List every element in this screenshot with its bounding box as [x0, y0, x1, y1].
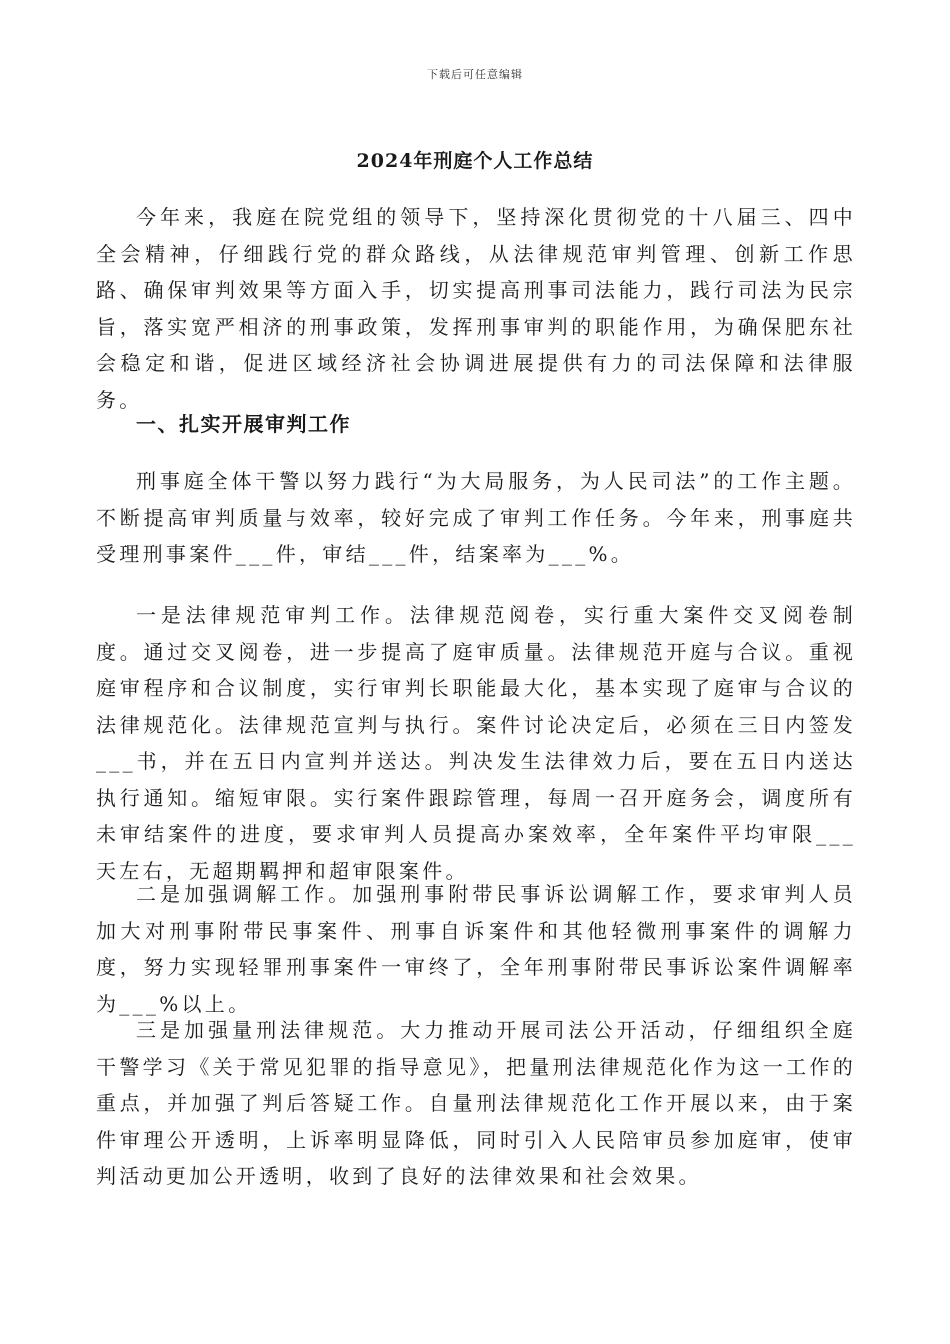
download-note: 下载后可任意编辑 — [427, 68, 523, 81]
intro-paragraph — [96, 199, 856, 418]
paragraph-text: 二是加强调解工作。加强刑事附带民事诉讼调解工作，要求审判人员加大对刑事附带民事案件、刑事自诉案件和其他轻微刑事案件的调解力度，努力实现轻罪刑事案件一审终了，全年刑事附带民事诉讼案件调解率为___%以上。 — [96, 882, 856, 1016]
body-paragraph-2 — [96, 597, 856, 889]
body-paragraph-4 — [96, 1012, 856, 1195]
body-paragraph-3 — [96, 876, 856, 1022]
section-heading-block — [96, 406, 856, 443]
paragraph-text: 刑事庭全体干警以努力践行“为大局服务，为人民司法”的工作主题。不断提高审判质量与效率，较好完成了审判工作任务。今年来，刑事庭共受理刑事案件___件，审结___件，结案率为___%。 — [96, 469, 856, 566]
paragraph-text: 一是法律规范审判工作。法律规范阅卷，实行重大案件交叉阅卷制度。通过交叉阅卷，进一步提高了庭审质量。法律规范开庭与合议。重视庭审程序和合议制度，实行审判长职能最大化，基本实现了庭审与合议的法律规范化。法律规范宣判与执行。案件讨论决定后，必须在三日内签发___书，并在五日内宣判并送达。判决发生法律效力后，要在五日内送达执行通知。缩短审限。实行案件跟踪管理，每周一召开庭务会，调度所有未审结案件的进度，要求审判人员提高办案效率，全年案件平均审限___天左右，无超期羁押和超审限案件。 — [96, 603, 856, 883]
document-title: 2024年刑庭个人工作总结 — [356, 150, 594, 172]
paragraph-text: 今年来，我庭在院党组的领导下，坚持深化贯彻党的十八届三、四中全会精神，仔细践行党的群众路线，从法律规范审判管理、创新工作思路、确保审判效果等方面入手，切实提高刑事司法能力，践行司法为民宗旨，落实宽严相济的刑事政策，发挥刑事审判的职能作用，为确保肥东社会稳定和谐，促进区域经济社会协调进展提供有力的司法保障和法律服务。 — [96, 205, 856, 412]
body-paragraph-1 — [96, 463, 856, 573]
paragraph-text: 三是加强量刑法律规范。大力推动开展司法公开活动，仔细组织全庭干警学习《关于常见犯罪的指导意见》，把量刑法律规范化作为这一工作的重点，并加强了判后答疑工作。自量刑法律规范化工作开展以来，由于案件审理公开透明，上诉率明显降低，同时引入人民陪审员参加庭审，使审判活动更加公开透明，收到了良好的法律效果和社会效果。 — [96, 1018, 856, 1188]
section-heading: 一、扎实开展审判工作 — [136, 412, 351, 436]
